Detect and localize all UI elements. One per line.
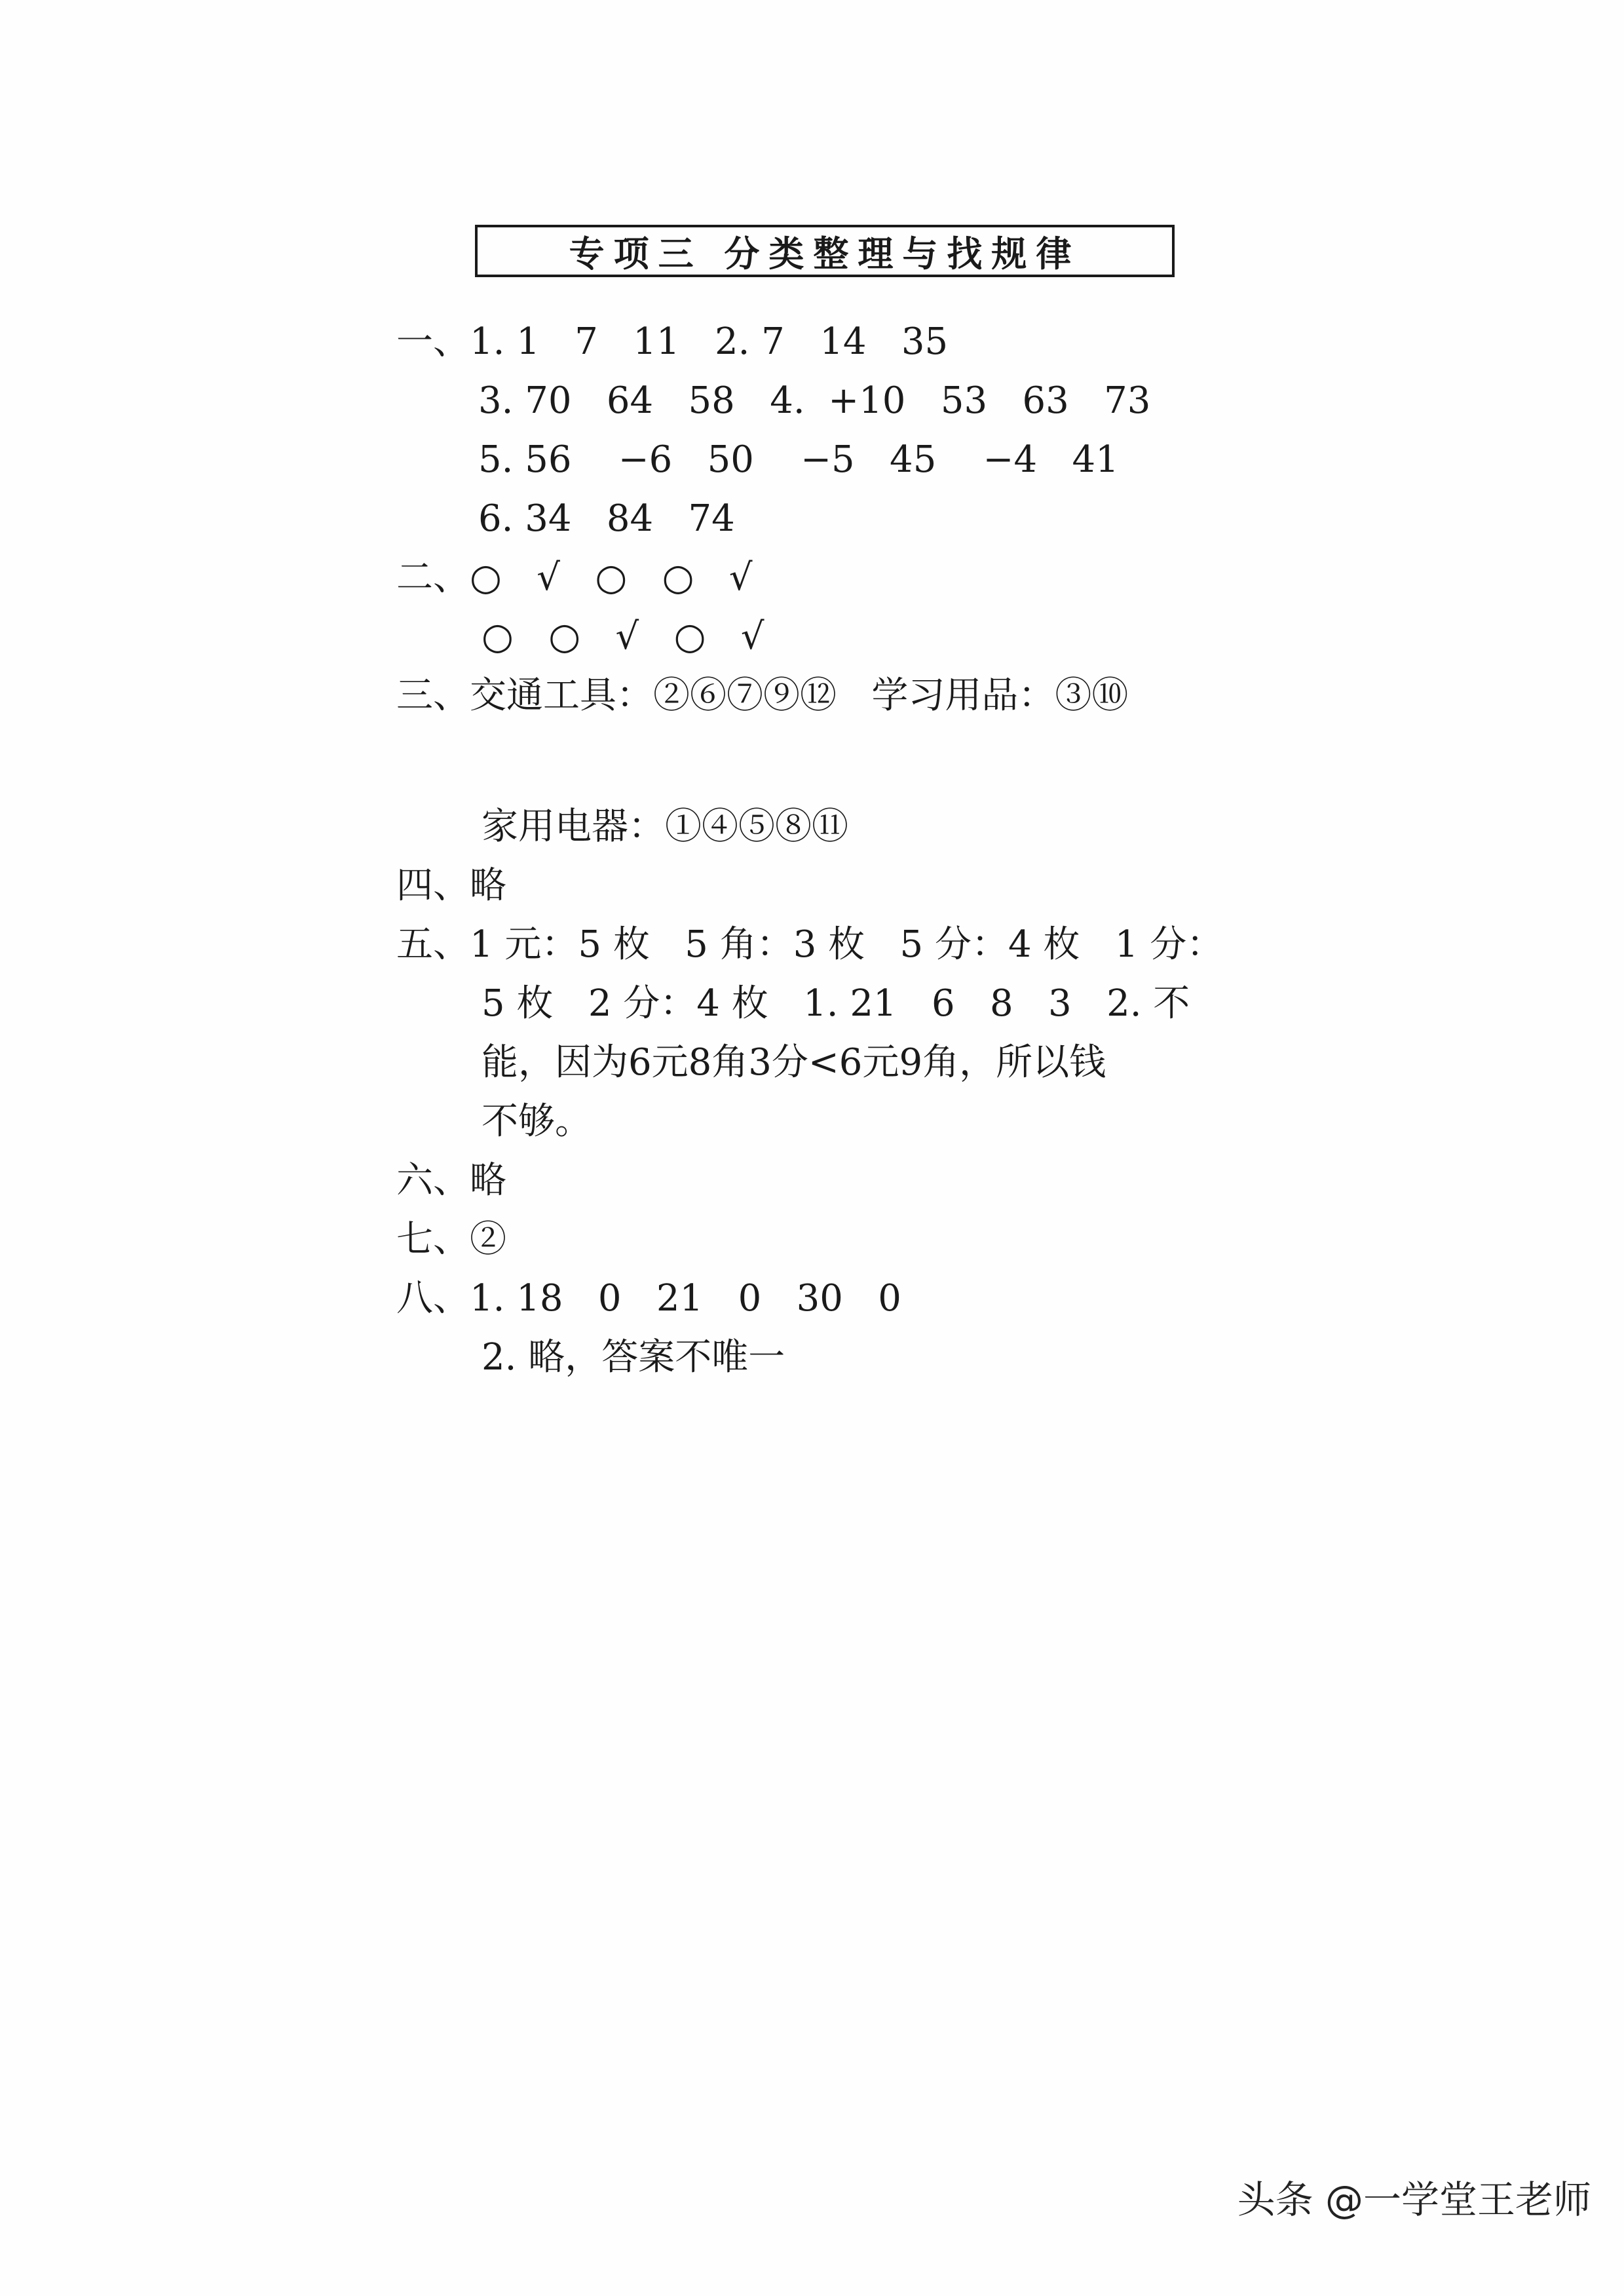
answer-line-7: 三、交通工具：②⑥⑦⑨⑫ 学习用品：③⑩	[396, 674, 1129, 717]
answer-line-10: 五、1 元：5 枚 5 角：3 枚 5 分：4 枚 1 分：	[396, 923, 1224, 966]
answer-line-17: 2. 略，答案不唯一	[482, 1336, 785, 1379]
answer-line-13: 不够。	[482, 1100, 592, 1143]
answer-line-4: 6. 34 84 74	[478, 497, 735, 540]
answer-line-15: 七、②	[396, 1218, 506, 1261]
watermark-text: 头条 @一学堂王老师	[1237, 2177, 1591, 2222]
section-title-box	[475, 225, 1175, 277]
answer-line-16: 八、1. 18 0 21 0 30 0	[396, 1277, 901, 1320]
answer-line-12: 能，因为6元8角3分<6元9角，所以钱	[482, 1041, 1106, 1084]
answer-line-14: 六、略	[396, 1159, 506, 1202]
answer-line-8: 家用电器：①④⑤⑧⑪	[482, 805, 848, 848]
answer-line-6: ○ ○ √ ○ √	[482, 615, 765, 658]
answer-line-11: 5 枚 2 分：4 枚 1. 21 6 8 3 2. 不	[482, 982, 1190, 1025]
answer-line-5: 二、○ √ ○ ○ √	[396, 556, 753, 599]
answer-line-9: 四、略	[396, 864, 506, 907]
section-title: 专项三 分类整理与找规律	[569, 233, 1081, 275]
answer-line-2: 3. 70 64 58 4. +10 53 63 73	[478, 379, 1151, 422]
answer-line-3: 5. 56 −6 50 −5 45 −4 41	[478, 438, 1119, 481]
answer-line-1: 一、1. 1 7 11 2. 7 14 35	[396, 320, 949, 363]
